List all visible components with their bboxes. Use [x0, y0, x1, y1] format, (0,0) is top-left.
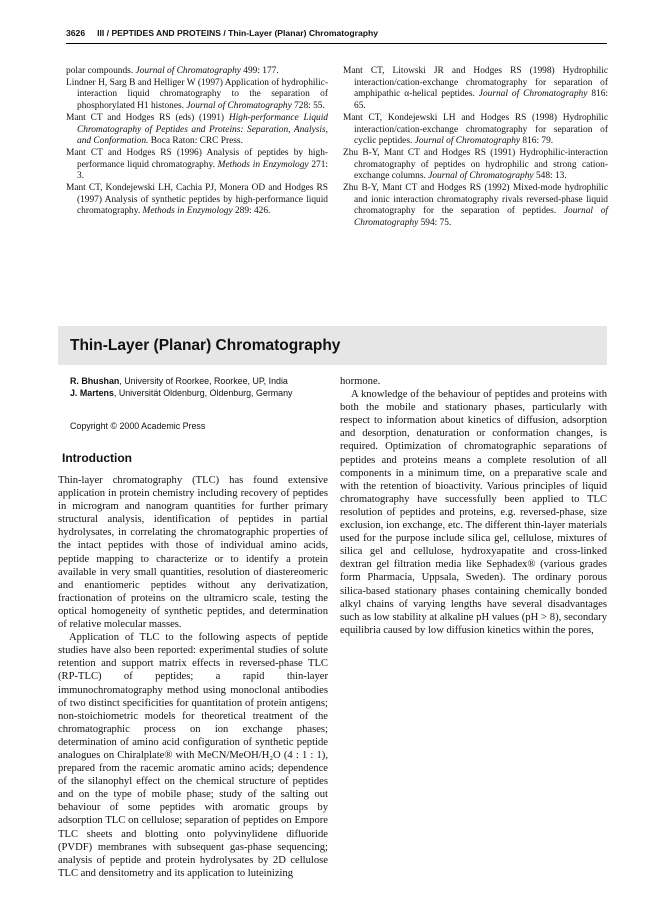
reference-entry: polar compounds. Journal of Chromatography 499: 177.: [66, 66, 279, 76]
reference-entry: Mant CT, Kondejewski LH, Cachia PJ, Monera OD and Hodges RS (1997) Analysis of synthetic peptides by high-performance liquid chromatography. Methods in Enzymology 289: 426.: [66, 183, 328, 217]
paragraph-2: [58, 631, 328, 880]
running-title: III / PEPTIDES AND PROTEINS / Thin-Layer (Planar) Chromatography: [97, 28, 379, 38]
page-number: 3626: [66, 28, 86, 38]
paragraph-2-continued: hormone.: [340, 376, 381, 387]
body-right-column: [340, 375, 607, 637]
references-right-column: [343, 66, 608, 230]
reference-entry: Mant CT, Litowski JR and Hodges RS (1998) Hydrophilic interaction/cation-exchange chromatography for separation of amphipathic α-helical peptides. Journal of Chromatography 816: 65.: [343, 66, 608, 112]
reference-entry: Zhu B-Y, Mant CT and Hodges RS (1991) Hydrophilic-interaction chromatography of peptides on hydrophilic and strong cation-exchange columns. Journal of Chromatography 548: 13.: [343, 147, 608, 182]
reference-entry: Zhu B-Y, Mant CT and Hodges RS (1992) Mixed-mode hydrophilic and ionic interaction chromatography rivals reversed-phase liquid chromatography for the separation of peptides. Journal of Chromatography 594: 75.: [343, 183, 608, 229]
reference-entry: Mant CT, Kondejewski LH and Hodges RS (1998) Hydrophilic interaction/cation-exchange chromatography for separation of cyclic peptides. Journal of Chromatography 816: 79.: [343, 112, 608, 147]
author-line: J. Martens, Universität Oldenburg, Oldenburg, Germany: [70, 387, 293, 398]
paragraph-3: A knowledge of the behaviour of peptides and proteins with both the mobile and stationary phases, particularly with respect to information about kinetics of diffusion, adsorption and desorption, denaturation or conformation changes, is required. Optimization of chromatographic separations of peptides and proteins means a complete resolution of all components in a minimum time, on a preparative scale and with the retention of bioactivity. Various principles of liquid chromatography have successfully been applied to TLC resolution of peptides and proteins, e.g. reversed-phase, size exclusion, ion exchange, etc. The different thin-layer materials used for the purpose include silica gel, cellulose, mixtures of silica gel and cellulose, hydroxyapatite and cross-linked dextran gel filtration media like Sephadex® (various grades form Pharmacia, Uppsala, Sweden). The ordinary porous silica-based stationary phases containing chemically bonded alkyl chains of varying lengths have several disadvantages such as low stability at alkaline pH values (pH > 8), secondary equilibria caused by low diffusion kinetics within the pores,: [340, 389, 607, 636]
author-line: R. Bhushan, University of Roorkee, Roorkee, UP, India: [70, 376, 288, 386]
article-title: Thin-Layer (Planar) Chromatography: [70, 337, 341, 354]
running-header: [66, 28, 607, 38]
copyright-notice: Copyright © 2000 Academic Press: [70, 421, 206, 431]
paragraph-1: Thin-layer chromatography (TLC) has found extensive application in protein chemistry including recovery of peptides in microgram and nanogram quantities for further primary structural analysis, identification of peptides in partial hydrolysates, in correlating the chromatographic properties of the intact peptides with those of individual amino acids, peptide mapping to characterize or to identify a protein available in very small quantities, resolution of diastereomeric and enantiomeric peptides without any derivatization, fractionation of proteins on the ultramicro scale, testing the optical homogeneity of synthetic peptides, and determination of relative molecular masses.: [58, 475, 328, 631]
reference-entry: Mant CT and Hodges RS (1996) Analysis of peptides by high-performance liquid chromatography. Methods in Enzymology 271: 3.: [66, 147, 328, 182]
reference-entry: Lindner H, Sarg B and Helliger W (1997) Application of hydrophilic-interaction liquid chromatography to the separation of phosphorylated H1 histones. Journal of Chromatography 728: 55.: [66, 77, 328, 112]
author-block: [70, 376, 332, 399]
body-left-column: [58, 474, 328, 880]
header-rule: [66, 43, 607, 44]
paragraph-2-text: Application of TLC to the following aspects of peptide studies have also been reported: experimental studies of solute retention and support matrix effects in reversed-phase TLC (RP-TLC) of peptides; a rapid thin-layer immunochromatography method using monoclonal antibodies of two distinct specificities for quantitation of protein antigens; non-stoichiometric models for theoretical treatment of the chromatographic process on ion exchange phases; determination of amino acid configuration of synthetic peptide analogues on Chiralplate® with MeCN/MeOH/H₂O (4 : 1 : 1), prepared from the racemic aromatic amino acids; dependence of the silanophyl effect on the chemical structure of peptides and on the type of mobile phase; study of the salting out behaviour of some peptides with aromatic groups by adsorption TLC on cellulose; separation of peptides on Empore TLC sheets and blotting onto polyvinylidene difluoride (PVDF) membranes with subsequent gas-phase sequencing; analysis of peptide and protein hydrolysates by 2D cellulose TLC and densitometry and its application to luteinizing: [58, 632, 328, 879]
references-left-column: [66, 66, 328, 218]
introduction-heading: Introduction: [62, 451, 132, 465]
reference-entry: Mant CT and Hodges RS (eds) (1991) High-performance Liquid Chromatography of Peptides and Proteins: Separation, Analysis, and Conformation. Boca Raton: CRC Press.: [66, 112, 328, 147]
